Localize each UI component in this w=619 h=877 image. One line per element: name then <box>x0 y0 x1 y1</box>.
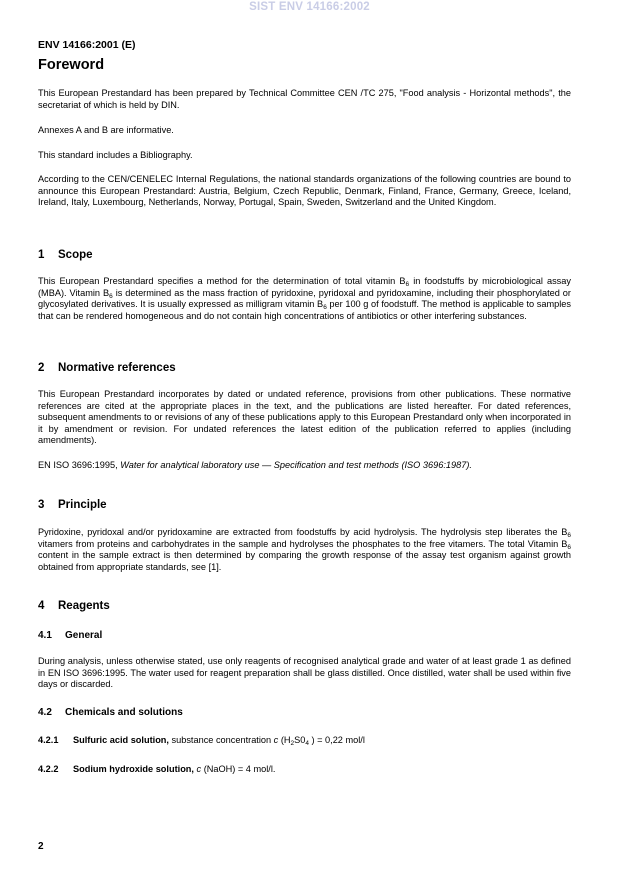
section-title: Reagents <box>58 600 110 612</box>
text-run: substance concentration <box>168 735 274 745</box>
section-number: 2 <box>38 362 45 374</box>
foreword-paragraph-2: Annexes A and B are informative. <box>38 125 174 135</box>
subscript: 2 <box>290 740 295 747</box>
principle-paragraph <box>38 527 571 573</box>
foreword-paragraph-4: According to the CEN/CENELEC Internal Regulations, the national standards organizations of the following countries are bound to announce this European Prestandard: Austria, Belgium, Czech Republic, Denmark, Finland, France, Germany, Greece, Iceland, Ireland, Italy, Luxembourg, Netherlands, Norway, Portugal, Spain, Sweden, Switzerland and the United Kingdom. <box>38 174 571 208</box>
section-heading-normative-references <box>38 362 176 374</box>
text-run: Pyridoxine, pyridoxal and/or pyridoxamine are extracted from foodstuffs by acid hydrolysis. The hydrolysis step liberates the B <box>38 527 568 537</box>
subscript: 6 <box>323 304 327 312</box>
variable: c <box>273 735 279 745</box>
subscript: 6 <box>405 281 410 288</box>
item-label: Sulfuric acid solution, <box>73 735 169 745</box>
subsection-number: 4.1 <box>38 630 52 641</box>
scope-paragraph <box>38 276 571 322</box>
text-run: (NaOH) = 4 mol/l. <box>201 764 276 774</box>
foreword-paragraph-3: This standard includes a Bibliography. <box>38 150 193 160</box>
subsection-heading-general <box>38 630 102 641</box>
document-id: ENV 14166:2001 (E) <box>38 39 136 51</box>
subscript: 6 <box>567 543 571 551</box>
text-run: (H <box>278 735 291 745</box>
section-heading-reagents <box>38 600 110 612</box>
section-heading-principle <box>38 499 107 511</box>
section-heading-scope <box>38 249 93 261</box>
subscript: 6 <box>109 292 113 300</box>
subsection-heading-chemicals <box>38 707 183 718</box>
section-title: Normative references <box>58 362 176 374</box>
subsection-title: General <box>65 630 103 641</box>
reagent-item-sulfuric-acid <box>38 735 365 745</box>
text-run: per 100 g of foodstuff. The method is applicable to samples that can be rendered homogeneous and do not contain high concentrations of antibiotics or other interfering substances. <box>38 299 571 321</box>
reference-title: Water for analytical laboratory use — Specification and test methods (ISO 3696:1987). <box>120 460 472 470</box>
subscript: 6 <box>567 532 571 539</box>
section-number: 3 <box>38 499 45 511</box>
item-number: 4.2.1 <box>38 735 59 745</box>
normative-reference <box>38 460 571 472</box>
reference-code: EN ISO 3696:1995, <box>38 460 121 470</box>
page-title: Foreword <box>38 57 105 73</box>
section-title: Principle <box>58 499 107 511</box>
text-run: ) = 0,22 mol/l <box>308 735 365 745</box>
watermark: SIST ENV 14166:2002 <box>249 1 370 13</box>
text-run: in foodstuffs by microbiological assay (MBA). Vitamin B <box>38 276 571 298</box>
text-run: vitamers from proteins and carbohydrates in the sample and hydrolyses the phosphates to the free vitamers. The total Vitamin B <box>38 538 568 549</box>
section-number: 4 <box>38 600 45 612</box>
subsection-title: Chemicals and solutions <box>65 707 183 718</box>
normative-paragraph: This European Prestandard incorporates by dated or undated reference, provisions from other publications. These normative references are cited at the appropriate places in the text, and the publications are listed hereafter. For dated references, subsequent amendments to or revisions of any of these publications apply to this European Prestandard only when incorporated in it by amendment or revision. For undated references the latest edition of the publication referred to applies (including amendments). <box>38 389 571 446</box>
section-title: Scope <box>58 249 93 261</box>
text-run: is determined as the mass fraction of pyridoxine, pyridoxal and pyridoxamine, including their phosphorylated or glycosylated derivatives. It is usually expressed as milligram vitamin B <box>38 287 571 310</box>
item-number: 4.2.2 <box>38 764 59 774</box>
variable: c <box>196 764 202 774</box>
page-number: 2 <box>38 841 44 852</box>
reagent-item-sodium-hydroxide <box>38 764 275 774</box>
text-run: content in the sample extract is then determined by comparing the growth response of the assay test organism against growth obtained from appropriate standards, see [1]. <box>38 550 571 572</box>
subscript: 4 <box>305 740 309 747</box>
text-run: This European Prestandard specifies a method for the determination of total vitamin B <box>38 276 406 286</box>
item-label: Sodium hydroxide solution, <box>73 764 194 774</box>
section-number: 1 <box>38 249 45 261</box>
subsection-number: 4.2 <box>38 707 52 718</box>
foreword-paragraph-1: This European Prestandard has been prepared by Technical Committee CEN /TC 275, "Food analysis - Horizontal methods", the secretariat of which is held by DIN. <box>38 88 571 110</box>
text-run: S0 <box>294 735 306 745</box>
general-paragraph: During analysis, unless otherwise stated, use only reagents of recognised analytical grade and water of at least grade 1 as defined in EN ISO 3696:1995. The water used for reagent preparation shall be glass distilled. Once distilled, water shall be used within five days or discarded. <box>38 656 571 690</box>
